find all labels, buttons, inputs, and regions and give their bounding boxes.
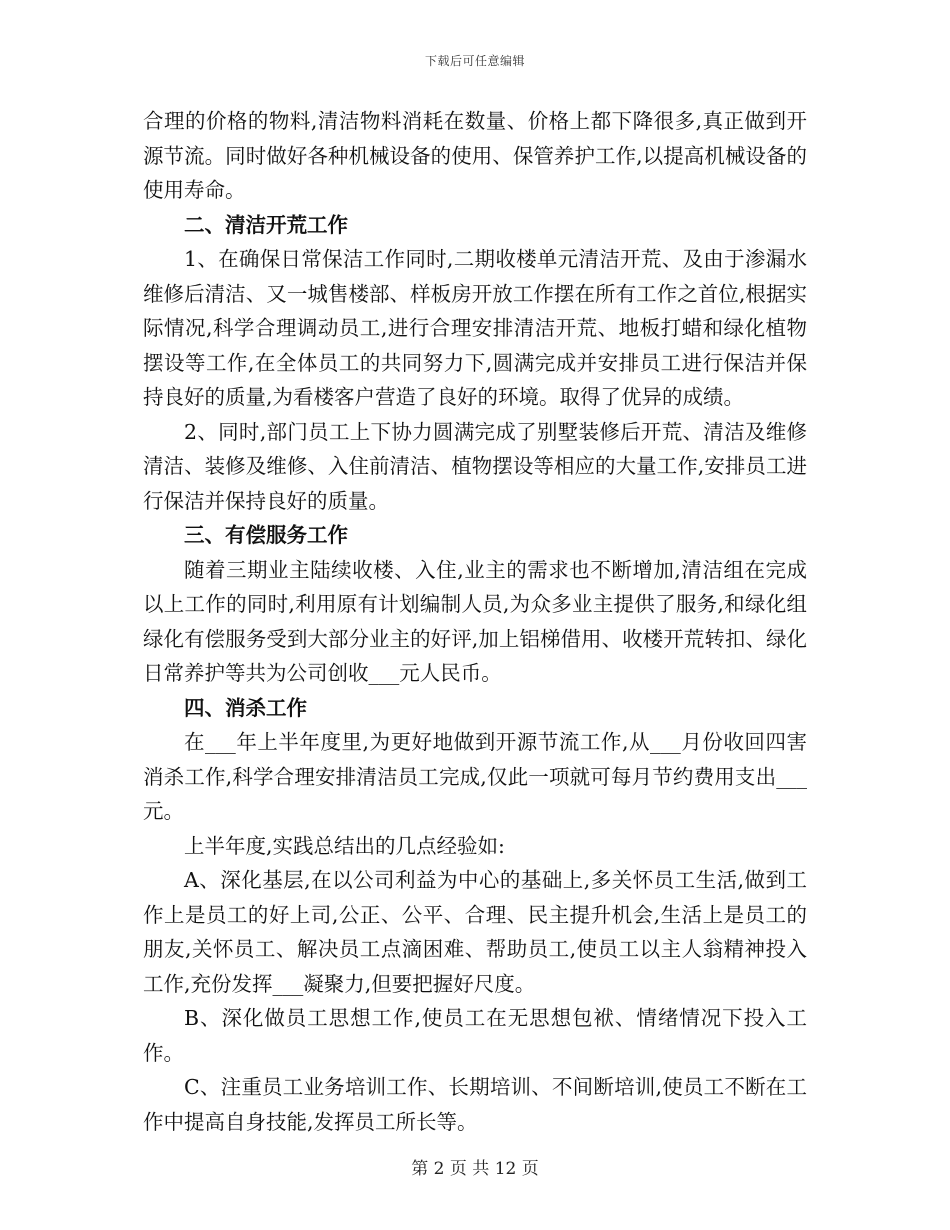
paragraph: A、深化基层,在以公司利益为中心的基础上,多关怀员工生活,做到工作上是员工的好上司,公正、公平、合理、民主提升机会,生活上是员工的朋友,关怀员工、解决员工点滴困难、帮助员工,使员工以主人翁精神投入工作,充份发挥___凝聚力,但要把握好尺度。	[143, 868, 807, 996]
paragraph: C、注重员工业务培训工作、长期培训、不间断培训,使员工不断在工作中提高自身技能,发挥员工所长等。	[143, 1075, 807, 1134]
paragraph: 合理的价格的物料,清洁物料消耗在数量、价格上都下降很多,真正做到开源节流。同时做好各种机械设备的使用、保管养护工作,以提高机械设备的使用寿命。	[143, 109, 807, 202]
document-body	[143, 104, 807, 1139]
section-heading: 四、消杀工作	[184, 695, 307, 720]
paragraph: 1、在确保日常保洁工作同时,二期收楼单元清洁开荒、及由于渗漏水维修后清洁、又一城售楼部、样板房开放工作摆在所有工作之首位,根据实际情况,科学合理调动员工,进行合理安排清洁开荒、地板打蜡和绿化植物摆设等工作,在全体员工的共同努力下,圆满完成并安排员工进行保洁并保持良好的质量,为看楼客户营造了良好的环境。取得了优异的成绩。	[143, 247, 807, 409]
paragraph: 随着三期业主陆续收楼、入住,业主的需求也不断增加,清洁组在完成以上工作的同时,利用原有计划编制人员,为众多业主提供了服务,和绿化组绿化有偿服务受到大部分业主的好评,加上铝梯借用、收楼开荒转扣、绿化日常养护等共为公司创收___元人民币。	[143, 557, 807, 685]
page-header: 下载后可任意编辑	[424, 54, 525, 68]
section-heading: 二、清洁开荒工作	[184, 212, 348, 237]
paragraph: 2、同时,部门员工上下协力圆满完成了别墅装修后开荒、清洁及维修清洁、装修及维修、入住前清洁、植物摆设等相应的大量工作,安排员工进行保洁并保持良好的质量。	[143, 419, 807, 513]
section-heading: 三、有偿服务工作	[184, 523, 348, 547]
paragraph: 在___年上半年度里,为更好地做到开源节流工作,从___月份收回四害消杀工作,科学合理安排清洁员工完成,仅此一项就可每月节约费用支出___元。	[143, 730, 807, 823]
paragraph: 上半年度,实践总结出的几点经验如:	[184, 833, 505, 858]
page-footer: 第 2 页 共 12 页	[411, 1159, 539, 1179]
paragraph: B、深化做员工思想工作,使员工在无思想包袱、情绪情况下投入工作。	[143, 1006, 807, 1065]
